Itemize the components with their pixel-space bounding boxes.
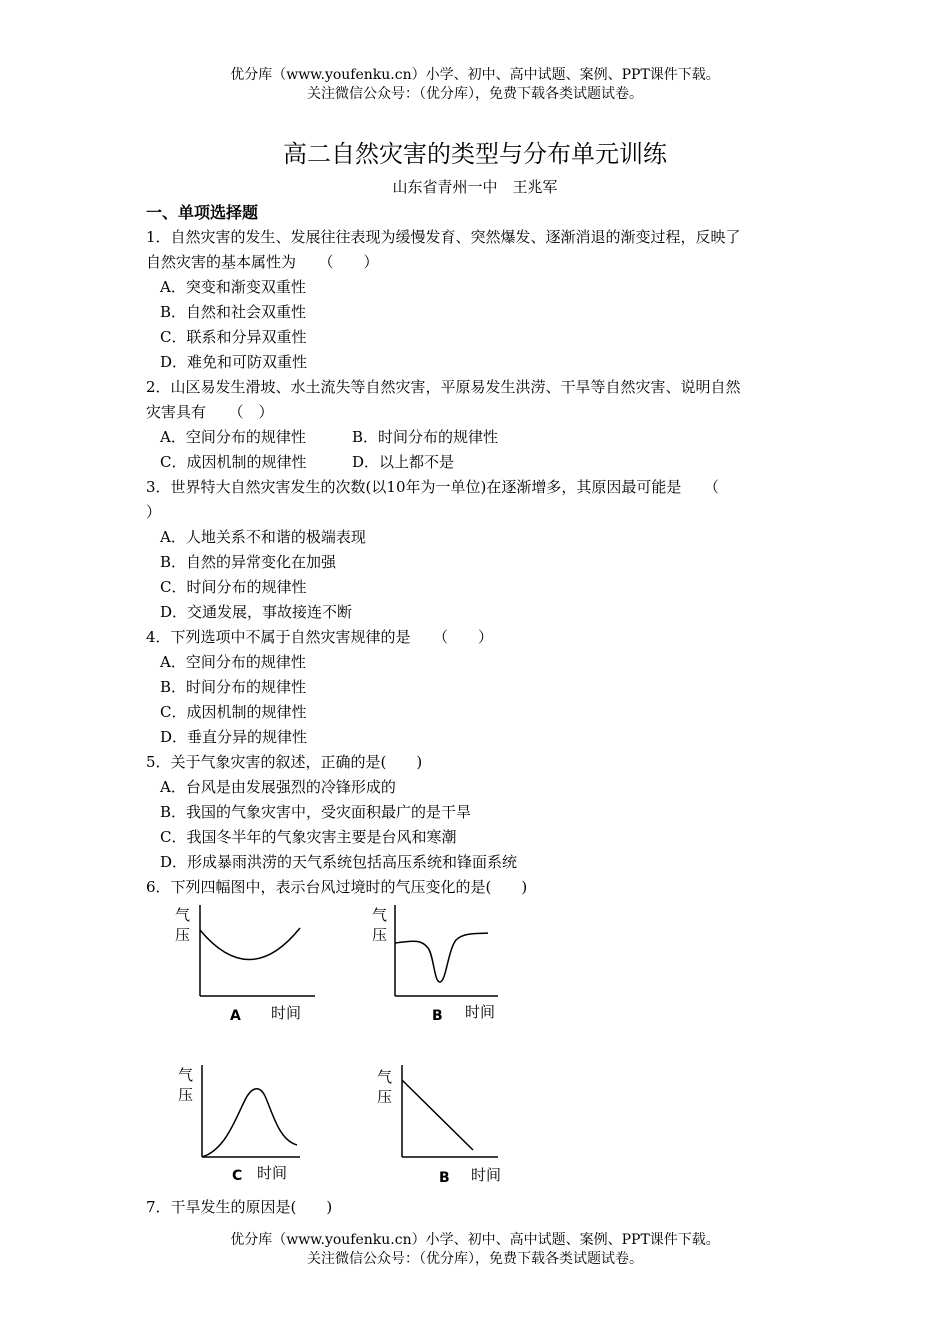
graph-a-curve [200, 928, 300, 960]
graph-d-xlabel: 时间 [471, 1166, 502, 1184]
question-4-line-1: 4．下列选项中不属于自然灾害规律的是 （ ） [146, 628, 494, 646]
question-5-line-1: 5．关于气象灾害的叙述，正确的是( ) [146, 753, 423, 771]
header-line-2: 关注微信公众号：（优分库），免费下载各类试题试卷。 [307, 86, 643, 102]
graph-c-ylabel-1: 气 [178, 1066, 194, 1084]
question-3-option-a: A．人地关系不和谐的极端表现 [160, 528, 366, 546]
graph-c-ylabel-2: 压 [178, 1086, 194, 1104]
author-line: 山东省青州一中 王兆军 [392, 178, 558, 196]
question-4-option-d: D．垂直分异的规律性 [160, 728, 308, 746]
question-5-option-d: D．形成暴雨洪涝的天气系统包括高压系统和锋面系统 [160, 853, 518, 871]
question-6-line-1: 6．下列四幅图中，表示台风过境时的气压变化的是( ) [146, 878, 528, 896]
graph-d-ylabel-2: 压 [377, 1088, 393, 1106]
graph-a [165, 900, 325, 1030]
graph-b-xlabel: 时间 [465, 1003, 496, 1021]
question-1-option-b: B．自然和社会双重性 [160, 303, 307, 321]
graph-b-ylabel-2: 压 [372, 926, 388, 944]
graph-c-xlabel: 时间 [257, 1164, 288, 1182]
graph-b-letter: B [432, 1008, 443, 1024]
graph-c-letter: C [232, 1168, 243, 1184]
graph-d [375, 1060, 515, 1190]
header-line-1: 优分库（www.youfenku.cn）小学、初中、高中试题、案例、PPT课件下载。 [230, 67, 720, 83]
question-5-option-a: A．台风是由发展强烈的冷锋形成的 [160, 778, 396, 796]
question-4-option-b: B．时间分布的规律性 [160, 678, 307, 696]
question-4-option-a: A．空间分布的规律性 [160, 653, 306, 671]
question-4-option-c: C．成因机制的规律性 [160, 703, 307, 721]
question-2-option-d: D．以上都不是 [352, 453, 455, 471]
graph-b-ylabel-1: 气 [372, 906, 388, 924]
question-1-line-1: 1．自然灾害的发生、发展往往表现为缓慢发育、突然爆发、逐渐消退的渐变过程，反映了 [146, 228, 741, 246]
footer-line-2: 关注微信公众号：（优分库），免费下载各类试题试卷。 [307, 1251, 643, 1267]
question-5-option-b: B．我国的气象灾害中，受灾面积最广的是干旱 [160, 803, 472, 821]
question-3-option-b: B．自然的异常变化在加强 [160, 553, 337, 571]
question-3-option-d: D．交通发展，事故接连不断 [160, 603, 353, 621]
graph-a-ylabel-2: 压 [175, 926, 191, 944]
graph-d-line [402, 1080, 473, 1150]
question-2-option-b: B．时间分布的规律性 [352, 428, 499, 446]
section-heading: 一、单项选择题 [146, 203, 259, 222]
question-2-line-2: 灾害具有 （ ） [146, 403, 274, 421]
question-2-option-c: C．成因机制的规律性 [160, 453, 307, 471]
question-3-option-c: C．时间分布的规律性 [160, 578, 307, 596]
question-2-option-a: A．空间分布的规律性 [160, 428, 306, 446]
question-2-line-1: 2．山区易发生滑坡、水土流失等自然灾害，平原易发生洪涝、干旱等自然灾害、说明自然 [146, 378, 741, 396]
question-1-option-a: A．突变和渐变双重性 [160, 278, 306, 296]
graph-a-letter: A [230, 1008, 241, 1024]
question-1-option-d: D．难免和可防双重性 [160, 353, 308, 371]
page-title: 高二自然灾害的类型与分布单元训练 [283, 140, 667, 168]
graph-d-letter: B [439, 1170, 450, 1186]
graph-c-curve [202, 1089, 297, 1157]
graph-d-ylabel-1: 气 [377, 1068, 393, 1086]
question-5-option-c: C．我国冬半年的气象灾害主要是台风和寒潮 [160, 828, 457, 846]
footer-line-1: 优分库（www.youfenku.cn）小学、初中、高中试题、案例、PPT课件下载。 [230, 1232, 720, 1248]
graph-c [175, 1060, 315, 1190]
graph-b-curve [395, 933, 488, 982]
question-3-line-2: ） [146, 503, 162, 521]
graph-b [370, 900, 515, 1030]
graph-a-ylabel-1: 气 [175, 906, 191, 924]
question-7-line-1: 7．干旱发生的原因是( ) [146, 1198, 333, 1216]
question-1-line-2: 自然灾害的基本属性为 （ ） [146, 253, 379, 271]
question-3-line-1: 3．世界特大自然灾害发生的次数(以10年为一单位)在逐渐增多，其原因最可能是 （ [146, 478, 719, 496]
graph-a-xlabel: 时间 [271, 1004, 302, 1022]
question-1-option-c: C．联系和分异双重性 [160, 328, 307, 346]
